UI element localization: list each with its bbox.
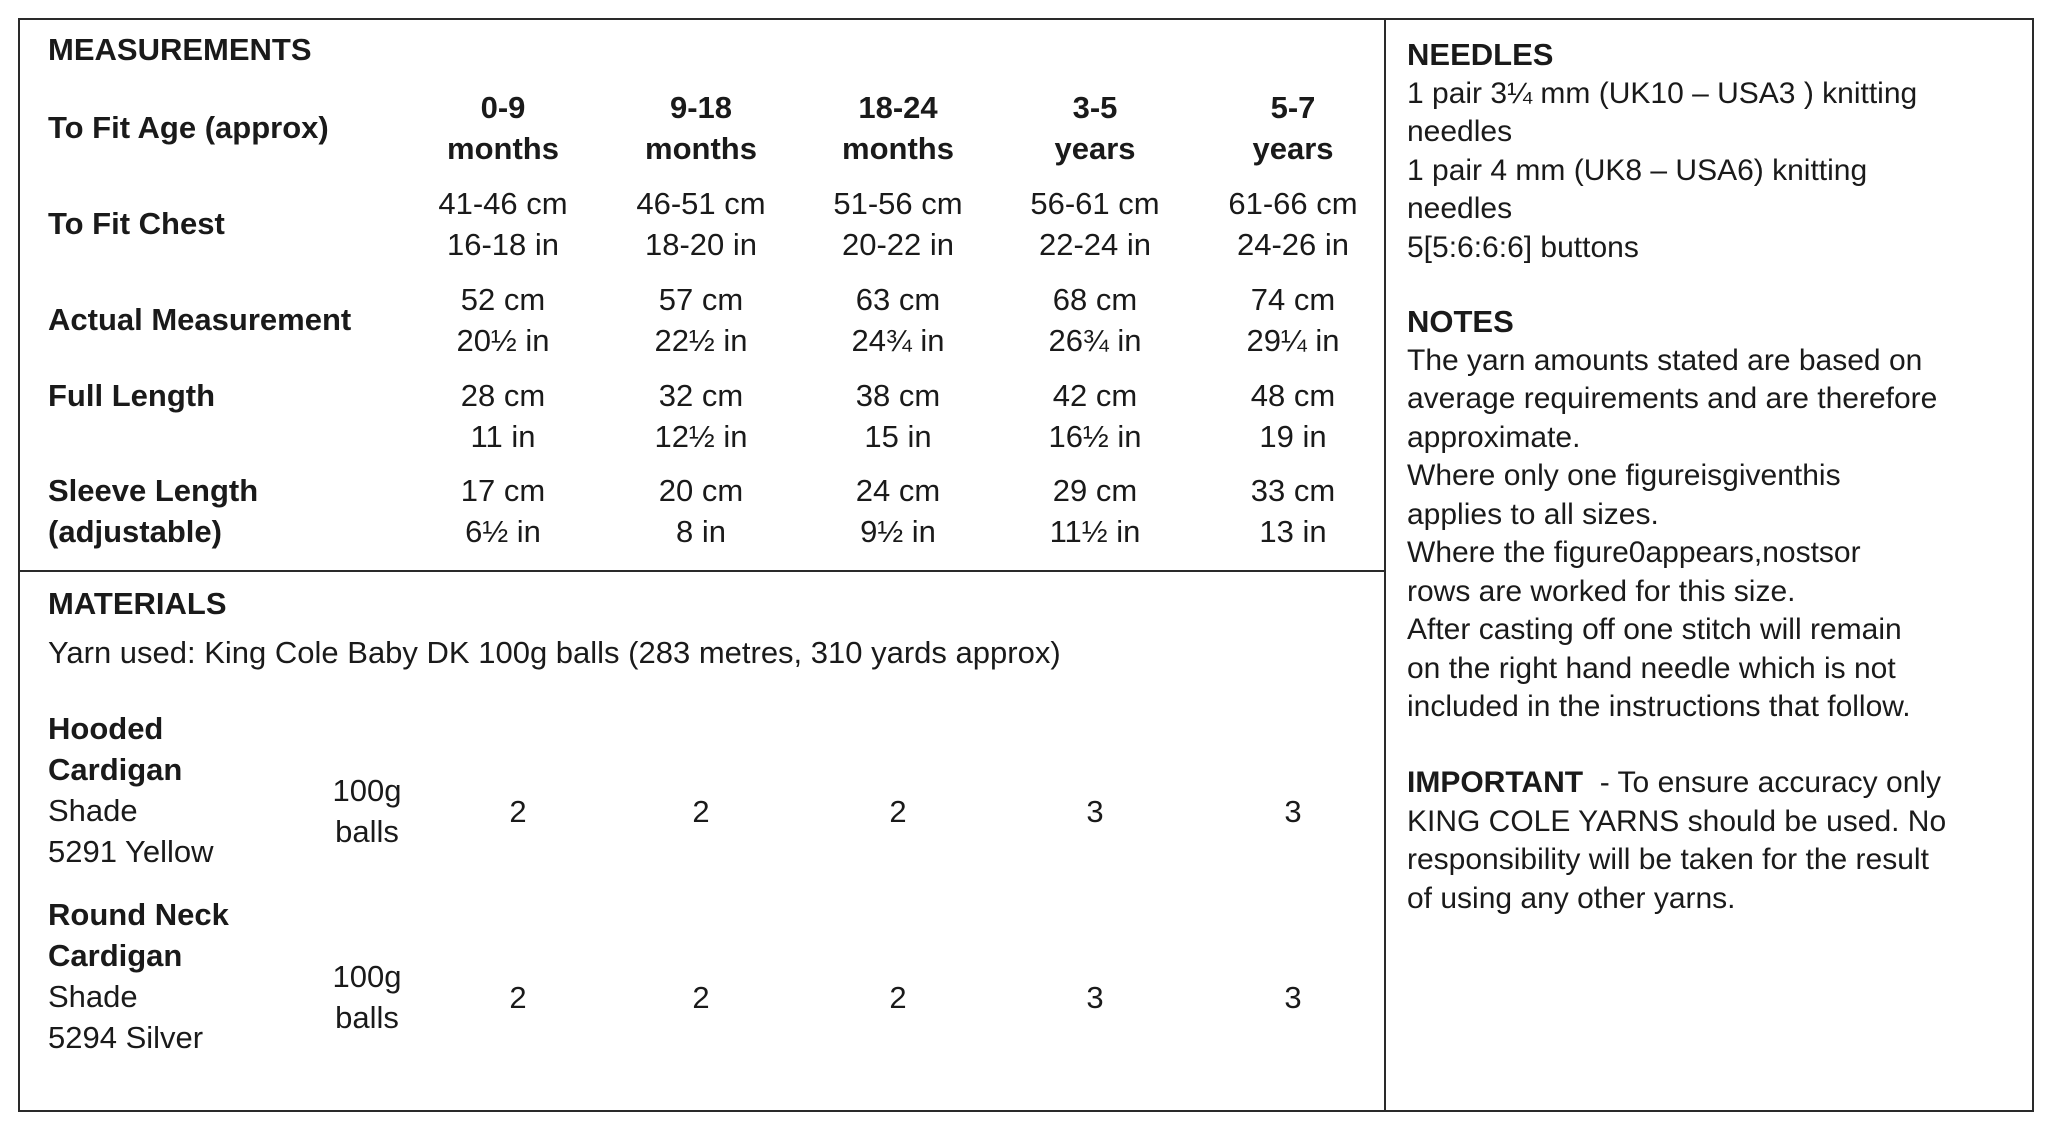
size-5-age-line2: years — [1252, 131, 1334, 166]
yarn-used: Yarn used: King Cole Baby DK 100g balls (283 metres, 310 yards approx) — [48, 635, 1061, 670]
size-2-chest-line2: 18-20 in — [644, 227, 758, 262]
material-item-2-qty-size-3: 2 — [889, 980, 907, 1015]
size-2-actual-line2: 22½ in — [654, 323, 748, 358]
important-line-3: of using any other yarns. — [1407, 881, 1736, 915]
needles-line-5: 5[5:6:6:6] buttons — [1407, 230, 1639, 264]
notes-section — [1407, 303, 2027, 727]
material-item-2-qty-size-4: 3 — [1086, 980, 1104, 1015]
important-first-line: - To ensure accuracy only — [1599, 766, 1942, 799]
size-2-actual — [601, 279, 801, 361]
notes-line-1: The yarn amounts stated are based on — [1407, 343, 1923, 377]
needles-line-3: 1 pair 4 mm (UK8 – USA6) knitting — [1407, 153, 1868, 187]
size-1-chest — [403, 183, 603, 265]
size-2-length — [601, 375, 801, 457]
material-item-2-shade-line2: 5294 Silver — [48, 1020, 204, 1055]
size-4-sleeve-line1: 29 cm — [1052, 473, 1138, 508]
section-divider — [18, 570, 1385, 572]
notes-line-7: rows are worked for this size. — [1407, 574, 1796, 608]
material-item-2-unit-line2: balls — [335, 1000, 399, 1035]
size-5-actual-line1: 74 cm — [1250, 282, 1336, 317]
material-item-1-qty-size-3: 2 — [889, 794, 907, 829]
size-2-age-line1: 9-18 — [669, 90, 733, 125]
material-item-2-name-line1: Round Neck — [48, 897, 229, 932]
size-1-length-line2: 11 in — [470, 419, 536, 454]
size-1-sleeve-line2: 6½ in — [465, 514, 541, 549]
material-item-2-name-line2: Cardigan — [48, 938, 183, 973]
size-1-length-line1: 28 cm — [460, 378, 546, 413]
material-item-1-qty-size-1: 2 — [509, 794, 527, 829]
notes-line-9: on the right hand needle which is not — [1407, 651, 1896, 685]
notes-line-8: After casting off one stitch will remain — [1407, 613, 1902, 646]
size-2-chest-line1: 46-51 cm — [636, 186, 766, 221]
notes-line-10: included in the instructions that follow. — [1407, 690, 1911, 723]
notes-line-2: average requirements and are therefore — [1407, 382, 1938, 415]
material-item-1-qty-size-2: 2 — [692, 794, 710, 829]
material-item-2-qty-size-1: 2 — [509, 980, 527, 1015]
measurements-heading: MEASUREMENTS — [48, 32, 312, 67]
notes-line-5: applies to all sizes. — [1407, 497, 1659, 531]
material-item-1-shade-line2: 5291 Yellow — [48, 834, 214, 869]
size-2-chest — [601, 183, 801, 265]
size-3-actual-line2: 24¾ in — [851, 323, 945, 358]
size-5-sleeve — [1193, 470, 1393, 552]
notes-line-6: Where the figure0appears,nostsor — [1407, 536, 1861, 569]
materials-heading: MATERIALS — [48, 586, 227, 621]
size-1-sleeve-line1: 17 cm — [460, 473, 546, 508]
size-4-chest — [995, 183, 1195, 265]
size-3-actual — [798, 279, 998, 361]
notes-heading: NOTES — [1407, 304, 1514, 339]
size-5-chest — [1193, 183, 1393, 265]
notes-lines — [1407, 342, 2027, 727]
size-1-chest-line2: 16-18 in — [446, 227, 560, 262]
needles-line-1: 1 pair 3¼ mm (UK10 – USA3 ) knitting — [1407, 76, 1918, 110]
size-5-sleeve-line2: 13 in — [1259, 514, 1327, 549]
important-lines — [1407, 803, 2027, 919]
material-item-1-qty-size-4: 3 — [1086, 794, 1104, 829]
notes-line-3: approximate. — [1407, 420, 1581, 454]
size-5-actual-line2: 29¼ in — [1246, 323, 1340, 358]
size-3-length — [798, 375, 998, 457]
size-1-age-line1: 0-9 — [480, 90, 526, 125]
material-item-2-qty-size-2: 2 — [692, 980, 710, 1015]
row-label-sleeve-line1: Sleeve Length — [48, 473, 259, 508]
row-label-length: Full Length — [48, 378, 216, 413]
size-1-actual — [403, 279, 603, 361]
material-item-1-qty-size-5: 3 — [1284, 794, 1302, 829]
size-3-actual-line1: 63 cm — [855, 282, 941, 317]
size-2-sleeve-line1: 20 cm — [658, 473, 744, 508]
material-item-1-name-line2: Cardigan — [48, 752, 183, 787]
size-5-age-line1: 5-7 — [1270, 90, 1316, 125]
size-5-length-line2: 19 in — [1259, 419, 1327, 454]
material-item-2-label — [48, 894, 229, 1058]
material-item-1-label — [48, 708, 214, 872]
material-item-1-unit-line2: balls — [335, 814, 399, 849]
size-4-chest-line1: 56-61 cm — [1030, 186, 1160, 221]
size-3-chest — [798, 183, 998, 265]
size-2-age — [601, 87, 801, 169]
row-label-age: To Fit Age (approx) — [48, 110, 329, 145]
size-3-sleeve — [798, 470, 998, 552]
size-3-chest-line1: 51-56 cm — [833, 186, 963, 221]
size-1-chest-line1: 41-46 cm — [438, 186, 568, 221]
size-1-actual-line1: 52 cm — [460, 282, 546, 317]
size-1-age-line2: months — [447, 131, 559, 166]
size-2-length-line2: 12½ in — [654, 419, 748, 454]
size-2-actual-line1: 57 cm — [658, 282, 744, 317]
needles-line-2: needles — [1407, 115, 1513, 148]
size-1-actual-line2: 20½ in — [456, 323, 550, 358]
row-label-actual: Actual Measurement — [48, 302, 352, 337]
size-5-length-line1: 48 cm — [1250, 378, 1336, 413]
size-4-length — [995, 375, 1195, 457]
size-4-chest-line2: 22-24 in — [1038, 227, 1152, 262]
size-4-actual — [995, 279, 1195, 361]
size-5-chest-line1: 61-66 cm — [1228, 186, 1358, 221]
needles-heading: NEEDLES — [1407, 37, 1554, 72]
row-label-chest: To Fit Chest — [48, 206, 225, 241]
size-1-sleeve — [403, 470, 603, 552]
needles-lines — [1407, 75, 2027, 268]
row-label-sleeve — [48, 470, 258, 552]
needles-section — [1407, 36, 2027, 267]
size-4-age-line1: 3-5 — [1072, 90, 1118, 125]
size-5-chest-line2: 24-26 in — [1236, 227, 1350, 262]
size-5-actual — [1193, 279, 1393, 361]
size-3-age-line1: 18-24 — [858, 90, 938, 125]
size-4-age-line2: years — [1054, 131, 1136, 166]
material-item-2-unit-line1: 100g — [332, 959, 402, 994]
size-2-age-line2: months — [645, 131, 757, 166]
size-4-length-line1: 42 cm — [1052, 378, 1138, 413]
size-4-age — [995, 87, 1195, 169]
important-line-2: responsibility will be taken for the result — [1407, 843, 1929, 876]
size-2-sleeve — [601, 470, 801, 552]
notes-line-4: Where only one figureisgiventhis — [1407, 459, 1841, 492]
size-2-sleeve-line2: 8 in — [676, 514, 726, 549]
size-4-sleeve-line2: 11½ in — [1049, 514, 1141, 549]
material-item-2-qty-size-5: 3 — [1284, 980, 1302, 1015]
size-3-sleeve-line1: 24 cm — [855, 473, 941, 508]
material-item-1-unit-line1: 100g — [332, 773, 402, 808]
size-5-sleeve-line1: 33 cm — [1250, 473, 1336, 508]
size-5-length — [1193, 375, 1393, 457]
needles-line-4: needles — [1407, 192, 1513, 225]
material-item-1-name-line1: Hooded — [48, 711, 164, 746]
size-4-actual-line2: 26¾ in — [1048, 323, 1142, 358]
size-3-length-line1: 38 cm — [855, 378, 941, 413]
size-1-length — [403, 375, 603, 457]
size-5-age — [1193, 87, 1393, 169]
material-item-1-shade-line1: Shade — [48, 793, 138, 828]
size-4-length-line2: 16½ in — [1048, 419, 1142, 454]
important-line-1: KING COLE YARNS should be used. No — [1407, 804, 1947, 838]
size-3-age — [798, 87, 998, 169]
size-3-sleeve-line2: 9½ in — [860, 514, 936, 549]
size-4-sleeve — [995, 470, 1195, 552]
size-2-length-line1: 32 cm — [658, 378, 744, 413]
size-3-length-line2: 15 in — [864, 419, 932, 454]
size-3-age-line2: months — [842, 131, 954, 166]
size-3-chest-line2: 20-22 in — [841, 227, 955, 262]
material-item-2-shade-line1: Shade — [48, 979, 138, 1014]
row-label-sleeve-line2: (adjustable) — [48, 514, 222, 549]
important-section — [1407, 764, 2027, 918]
important-label: IMPORTANT — [1407, 766, 1584, 799]
size-4-actual-line1: 68 cm — [1052, 282, 1138, 317]
size-1-age — [403, 87, 603, 169]
